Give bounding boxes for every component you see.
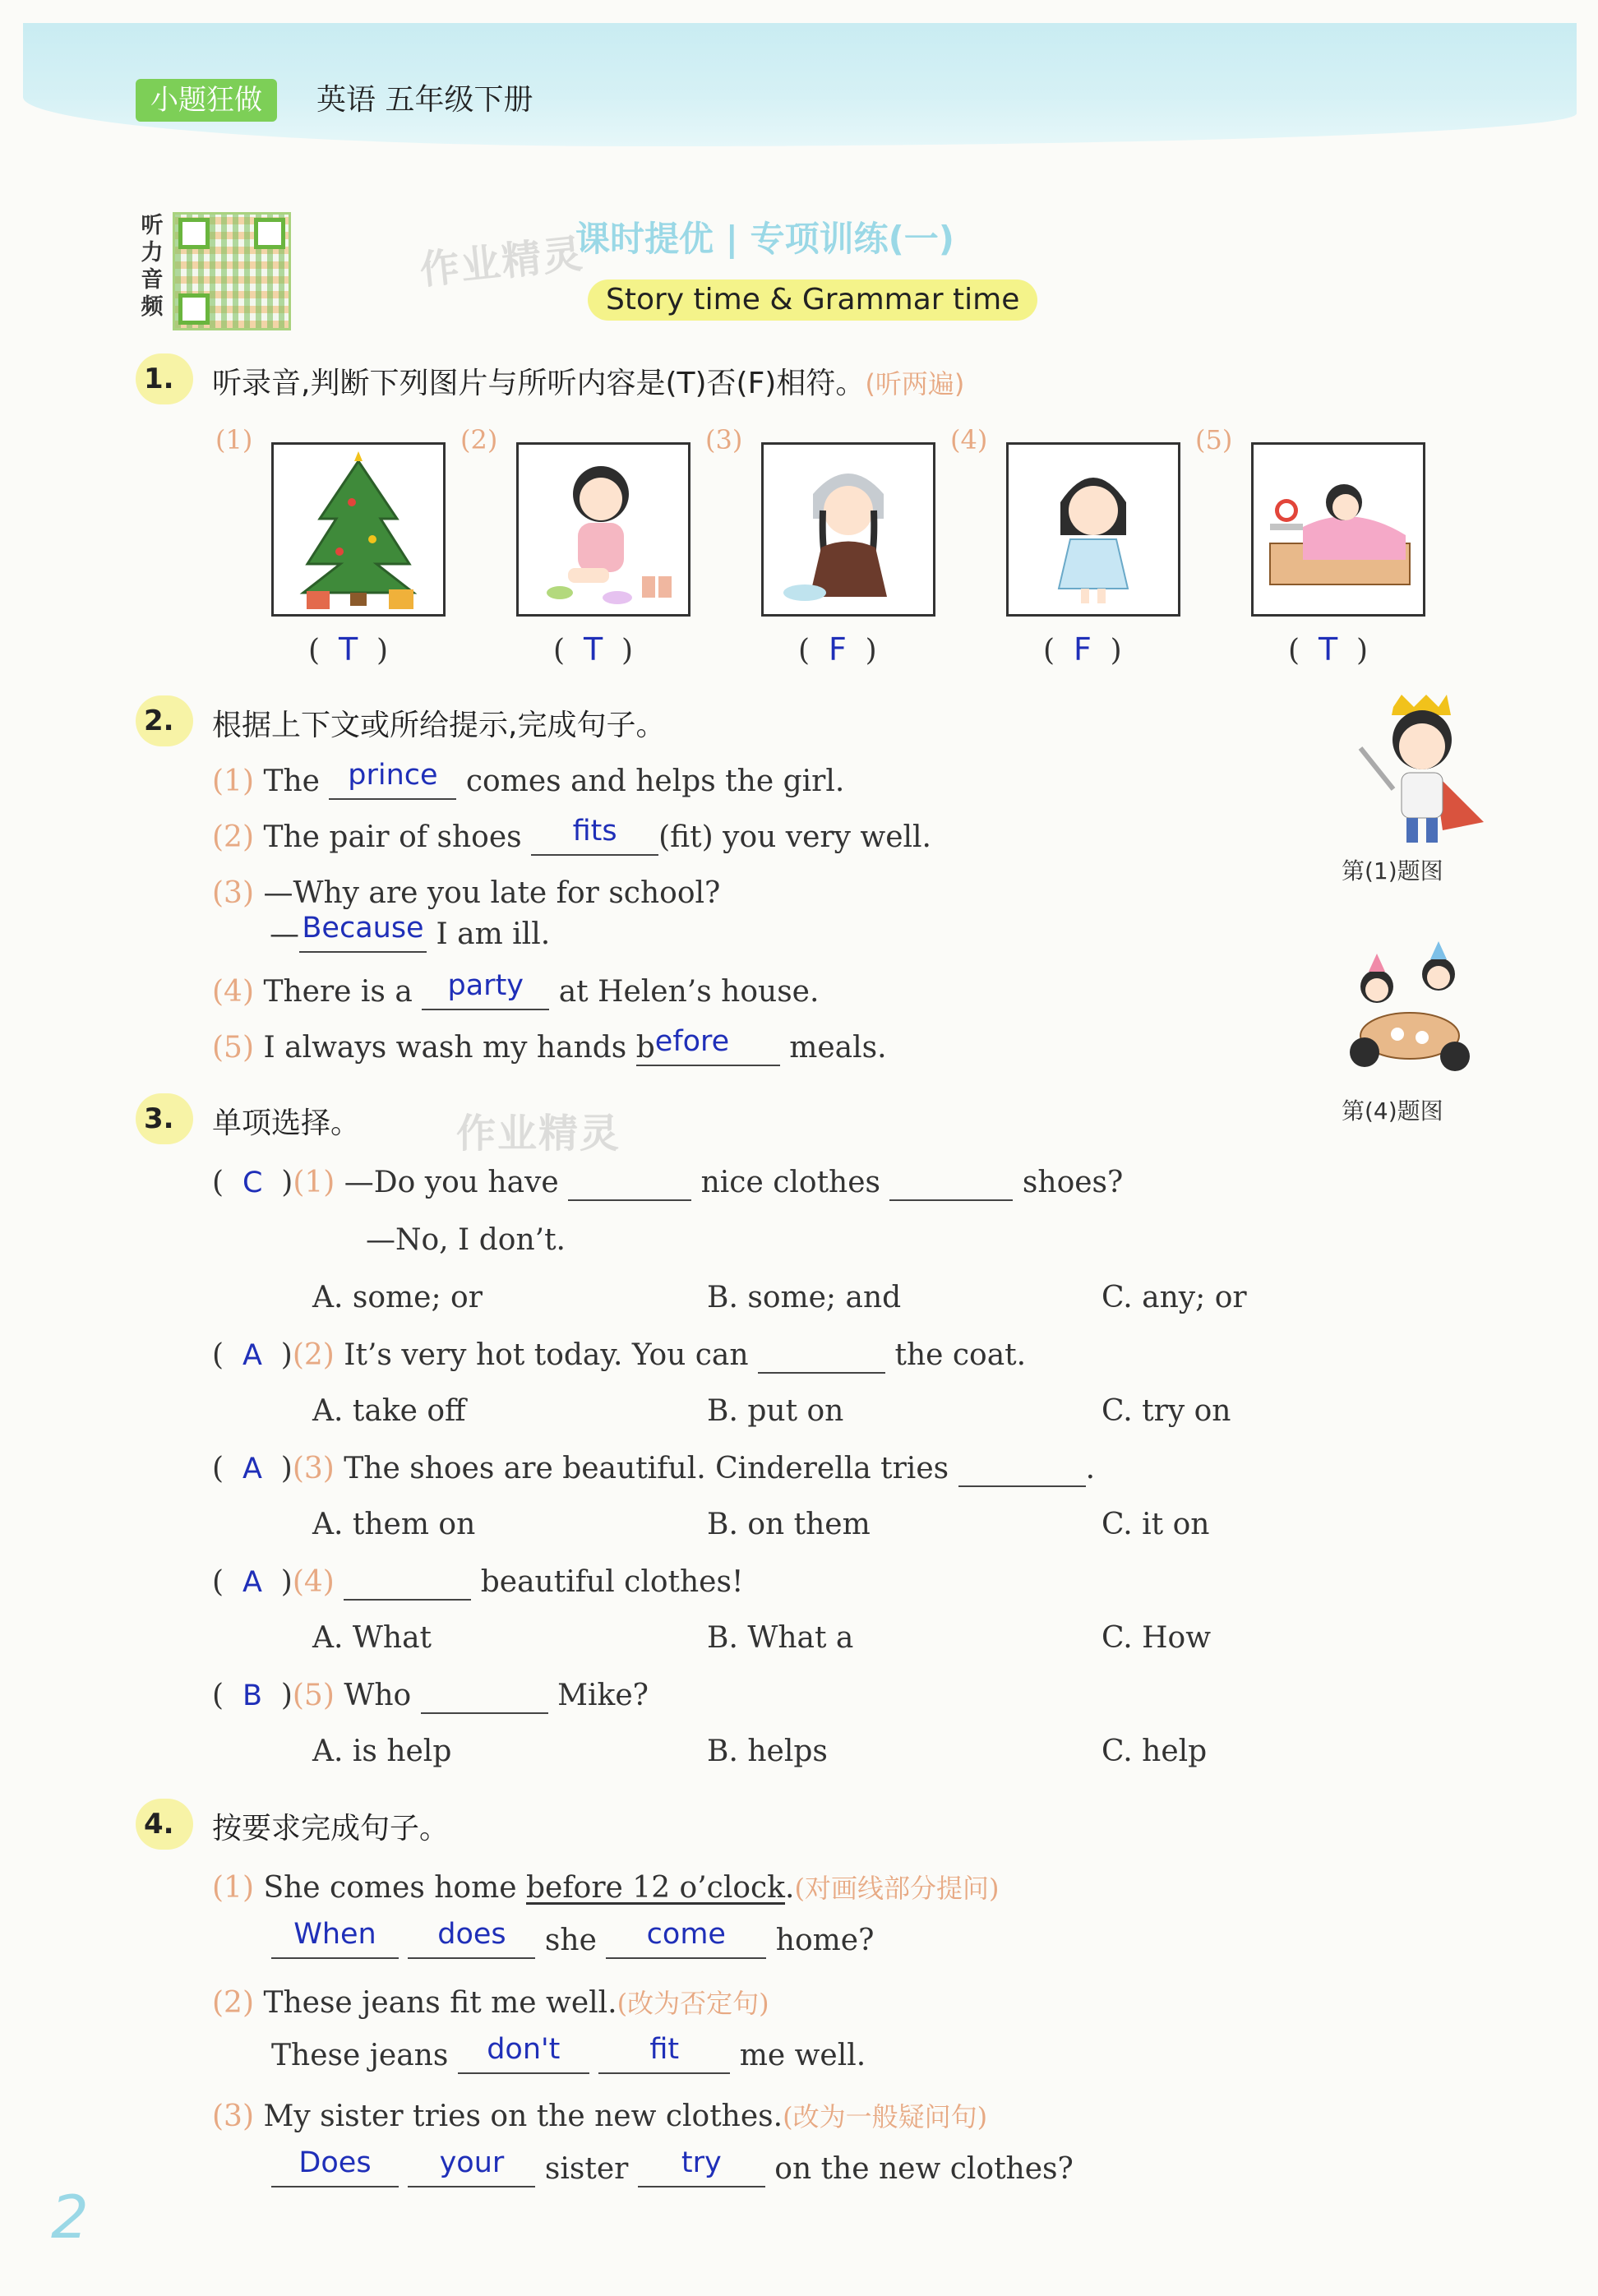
q3-item-4 bbox=[212, 1565, 743, 1601]
stem-text: beautiful clothes! bbox=[480, 1565, 744, 1599]
item-label: (2) bbox=[212, 820, 254, 854]
answer-blank[interactable] bbox=[568, 1166, 691, 1201]
option-b[interactable]: B. What a bbox=[707, 1621, 854, 1655]
option-c[interactable]: C. help bbox=[1102, 1735, 1208, 1768]
question-number: 4. bbox=[136, 1799, 193, 1850]
answer-text: don't bbox=[487, 2033, 561, 2066]
answer-text: A bbox=[242, 1339, 262, 1372]
answer-text: T bbox=[338, 631, 358, 668]
option-a[interactable]: A. take off bbox=[312, 1394, 466, 1428]
answer-blank[interactable] bbox=[458, 2033, 589, 2074]
q4-answer-3 bbox=[271, 2146, 1074, 2187]
figure-caption-4: 第(4)题图 bbox=[1342, 1097, 1443, 1125]
answer-blank[interactable] bbox=[422, 969, 549, 1010]
stem-text: the coat. bbox=[894, 1338, 1027, 1372]
sentence-text: me well. bbox=[739, 2039, 866, 2072]
answer-blank[interactable] bbox=[271, 1918, 399, 1959]
answer-text: C bbox=[242, 1166, 263, 1199]
answer-bracket[interactable]: ( A ) bbox=[212, 1338, 293, 1372]
prince-illustration bbox=[1344, 691, 1488, 855]
answer-blank[interactable] bbox=[638, 2146, 765, 2187]
item-label: (4) bbox=[212, 975, 254, 1009]
instruction-hint: (对画线部分提问) bbox=[794, 1873, 1000, 1904]
figure-caption-1: 第(1)题图 bbox=[1342, 857, 1443, 885]
item-label: (1) bbox=[212, 1871, 254, 1905]
stem-text: —Do you have bbox=[344, 1166, 559, 1199]
sentence-text: The bbox=[263, 765, 320, 798]
option-c[interactable]: C. it on bbox=[1102, 1508, 1210, 1541]
answer-text: A bbox=[242, 1453, 262, 1485]
item-label: (3) bbox=[292, 1452, 335, 1485]
q4-sentence-1 bbox=[212, 1868, 999, 1906]
item-label: (3) bbox=[212, 876, 254, 910]
q4-answer-1 bbox=[271, 1918, 875, 1959]
q3-item-1-reply: —No, I don’t. bbox=[366, 1223, 566, 1257]
picture-girl-shoes bbox=[516, 442, 690, 617]
answer-text: does bbox=[437, 1918, 506, 1951]
answer-blank[interactable] bbox=[421, 1679, 548, 1714]
answer-text: party bbox=[447, 969, 524, 1002]
q2-sentence-4 bbox=[212, 969, 820, 1010]
sentence-text: There is a bbox=[263, 975, 413, 1009]
question-2-instruction: 根据上下文或所给提示,完成句子。 bbox=[212, 709, 666, 742]
audio-label: 听力音频 bbox=[141, 213, 164, 320]
answer-text: prince bbox=[348, 759, 438, 792]
q4-sentence-3 bbox=[212, 2096, 987, 2134]
sentence-text: at Helen’s house. bbox=[558, 975, 820, 1009]
christmas-tree-icon bbox=[274, 445, 443, 614]
answer-blank[interactable] bbox=[408, 1918, 535, 1959]
question-3-instruction: 单项选择。 bbox=[212, 1106, 361, 1140]
q2-sentence-3-reply bbox=[270, 912, 551, 953]
option-a[interactable]: A. What bbox=[312, 1621, 432, 1655]
sentence-text: I always wash my hands bbox=[263, 1031, 627, 1065]
sentence-text: I am ill. bbox=[436, 917, 551, 951]
picture-label: (5) bbox=[1195, 424, 1233, 455]
answer-text: efore bbox=[654, 1025, 730, 1058]
answer-blank[interactable] bbox=[299, 912, 427, 953]
prince-icon bbox=[1344, 691, 1488, 855]
sentence-text: —Why are you late for school? bbox=[263, 876, 721, 910]
question-number: 1. bbox=[136, 353, 193, 404]
girl-crying-icon bbox=[764, 445, 933, 614]
q4-answer-2 bbox=[271, 2033, 866, 2074]
option-b[interactable]: B. put on bbox=[707, 1394, 844, 1428]
option-a[interactable]: A. is help bbox=[312, 1735, 452, 1768]
answer-bracket[interactable]: ( T ) bbox=[308, 631, 389, 668]
option-a[interactable]: A. some; or bbox=[312, 1281, 483, 1314]
answer-text: F bbox=[828, 631, 847, 668]
picture-label: (1) bbox=[215, 424, 253, 455]
instruction-hint: (改为一般疑问句) bbox=[783, 2101, 988, 2132]
section-title: 课时提优 | 专项训练(一) bbox=[575, 219, 954, 259]
answer-bracket[interactable]: ( A ) bbox=[212, 1452, 293, 1485]
sentence-text: . bbox=[785, 1871, 795, 1905]
answer-blank[interactable] bbox=[889, 1166, 1013, 1201]
item-label: (2) bbox=[292, 1338, 335, 1372]
answer-blank[interactable] bbox=[531, 815, 658, 856]
q2-sentence-3 bbox=[212, 876, 720, 910]
answer-text: try bbox=[681, 2146, 722, 2179]
watermark: 作业精灵 bbox=[456, 1111, 621, 1157]
item-label: (2) bbox=[212, 1986, 254, 2020]
item-label: (1) bbox=[212, 765, 254, 798]
answer-blank[interactable] bbox=[408, 2146, 535, 2187]
sentence-text: These jeans bbox=[271, 2039, 449, 2072]
answer-blank[interactable] bbox=[958, 1452, 1086, 1487]
book-title: 英语 五年级下册 bbox=[316, 83, 533, 117]
stem-text: Mike? bbox=[557, 1679, 649, 1712]
given-letter: b bbox=[635, 1031, 655, 1065]
answer-text: When bbox=[293, 1918, 376, 1951]
answer-text: Because bbox=[302, 912, 424, 945]
stem-text: It’s very hot today. You can bbox=[344, 1338, 749, 1372]
q4-sentence-2 bbox=[212, 1983, 769, 2021]
option-c[interactable]: C. try on bbox=[1102, 1394, 1231, 1428]
picture-label: (2) bbox=[460, 424, 498, 455]
answer-blank[interactable] bbox=[329, 759, 456, 800]
sentence-text: (fit) you very well. bbox=[658, 820, 931, 854]
question-number: 3. bbox=[136, 1093, 193, 1144]
stem-text: The shoes are beautiful. Cinderella tries bbox=[344, 1452, 949, 1485]
q2-sentence-5 bbox=[212, 1025, 887, 1066]
option-b[interactable]: B. on them bbox=[707, 1508, 871, 1541]
stem-text: . bbox=[1085, 1452, 1096, 1485]
q2-sentence-2 bbox=[212, 815, 931, 856]
section-subtitle: Story time & Grammar time bbox=[588, 279, 1037, 321]
answer-bracket[interactable]: ( T ) bbox=[1288, 631, 1369, 668]
sentence-text: She comes home bbox=[263, 1871, 517, 1905]
item-label: (5) bbox=[292, 1679, 335, 1712]
q3-item-3 bbox=[212, 1452, 1095, 1487]
answer-blank[interactable] bbox=[598, 2033, 730, 2074]
sentence-text: comes and helps the girl. bbox=[465, 765, 845, 798]
answer-bracket[interactable]: ( F ) bbox=[1043, 631, 1122, 668]
q3-item-1 bbox=[212, 1166, 1123, 1201]
dash-text: — bbox=[270, 917, 299, 951]
answer-text: T bbox=[1318, 631, 1338, 668]
item-label: (5) bbox=[212, 1031, 254, 1065]
instruction-hint: (听两遍) bbox=[865, 368, 965, 400]
item-label: (3) bbox=[212, 2100, 254, 2133]
option-c[interactable]: C. any; or bbox=[1102, 1281, 1247, 1314]
answer-text: F bbox=[1073, 631, 1092, 668]
girl-shoes-icon bbox=[519, 445, 688, 614]
q2-sentence-1 bbox=[212, 759, 845, 800]
party-icon bbox=[1336, 937, 1484, 1085]
instruction-text: 听录音,判断下列图片与所听内容是(T)否(F)相符。 bbox=[212, 367, 866, 400]
item-label: (4) bbox=[292, 1565, 335, 1599]
answer-blank[interactable] bbox=[344, 1565, 471, 1601]
answer-blank[interactable] bbox=[758, 1338, 885, 1374]
answer-text: your bbox=[439, 2146, 505, 2179]
option-a[interactable]: A. them on bbox=[312, 1508, 476, 1541]
girl-dress-icon bbox=[1009, 445, 1178, 614]
qr-code-icon[interactable] bbox=[173, 212, 291, 330]
answer-bracket[interactable]: ( F ) bbox=[798, 631, 877, 668]
picture-girl-dress bbox=[1006, 442, 1180, 617]
answer-text: A bbox=[242, 1566, 262, 1599]
answer-text: come bbox=[646, 1918, 726, 1951]
option-b[interactable]: B. some; and bbox=[707, 1281, 902, 1314]
stem-text: Who bbox=[344, 1679, 412, 1712]
question-number: 2. bbox=[136, 695, 193, 746]
answer-text: fits bbox=[572, 815, 617, 848]
sentence-text: My sister tries on the new clothes. bbox=[263, 2100, 783, 2133]
answer-blank[interactable] bbox=[271, 2146, 399, 2187]
sentence-text: The pair of shoes bbox=[263, 820, 522, 854]
sentence-text: on the new clothes? bbox=[774, 2152, 1074, 2186]
instruction-hint: (改为否定句) bbox=[617, 1988, 769, 2019]
answer-text: B bbox=[242, 1679, 262, 1712]
answer-text: Does bbox=[298, 2146, 372, 2179]
answer-blank[interactable] bbox=[635, 1025, 780, 1066]
picture-girl-crying bbox=[761, 442, 935, 617]
girl-sleeping-icon bbox=[1254, 445, 1423, 614]
item-label: (1) bbox=[293, 1166, 335, 1199]
sentence-text: These jeans fit me well. bbox=[263, 1986, 617, 2020]
watermark: 作业精灵 bbox=[418, 230, 586, 294]
picture-label: (4) bbox=[950, 424, 988, 455]
party-illustration bbox=[1336, 937, 1484, 1085]
answer-text: fit bbox=[649, 2033, 680, 2066]
sentence-text: she bbox=[544, 1924, 597, 1957]
answer-bracket[interactable]: ( C ) bbox=[212, 1166, 293, 1199]
option-b[interactable]: B. helps bbox=[707, 1735, 828, 1768]
q3-item-2 bbox=[212, 1338, 1026, 1374]
answer-bracket[interactable]: ( T ) bbox=[553, 631, 634, 668]
sentence-text: meals. bbox=[789, 1031, 887, 1065]
stem-text: nice clothes bbox=[700, 1166, 880, 1199]
option-c[interactable]: C. How bbox=[1102, 1621, 1212, 1655]
answer-text: T bbox=[583, 631, 603, 668]
underlined-phrase: before 12 o’clock bbox=[526, 1871, 785, 1905]
picture-girl-sleeping bbox=[1251, 442, 1425, 617]
answer-blank[interactable] bbox=[606, 1918, 766, 1959]
page-number: 2 bbox=[51, 2183, 89, 2252]
picture-label: (3) bbox=[705, 424, 743, 455]
q3-item-5 bbox=[212, 1679, 649, 1714]
question-1-instruction bbox=[212, 360, 964, 402]
stem-text: shoes? bbox=[1022, 1166, 1124, 1199]
sentence-text: sister bbox=[544, 2152, 629, 2186]
series-tag: 小题狂做 bbox=[136, 79, 277, 122]
sentence-text: home? bbox=[775, 1924, 875, 1957]
answer-bracket[interactable]: ( A ) bbox=[212, 1565, 293, 1599]
question-4-instruction: 按要求完成句子。 bbox=[212, 1812, 450, 1846]
answer-bracket[interactable]: ( B ) bbox=[212, 1679, 293, 1712]
picture-christmas-tree bbox=[271, 442, 446, 617]
